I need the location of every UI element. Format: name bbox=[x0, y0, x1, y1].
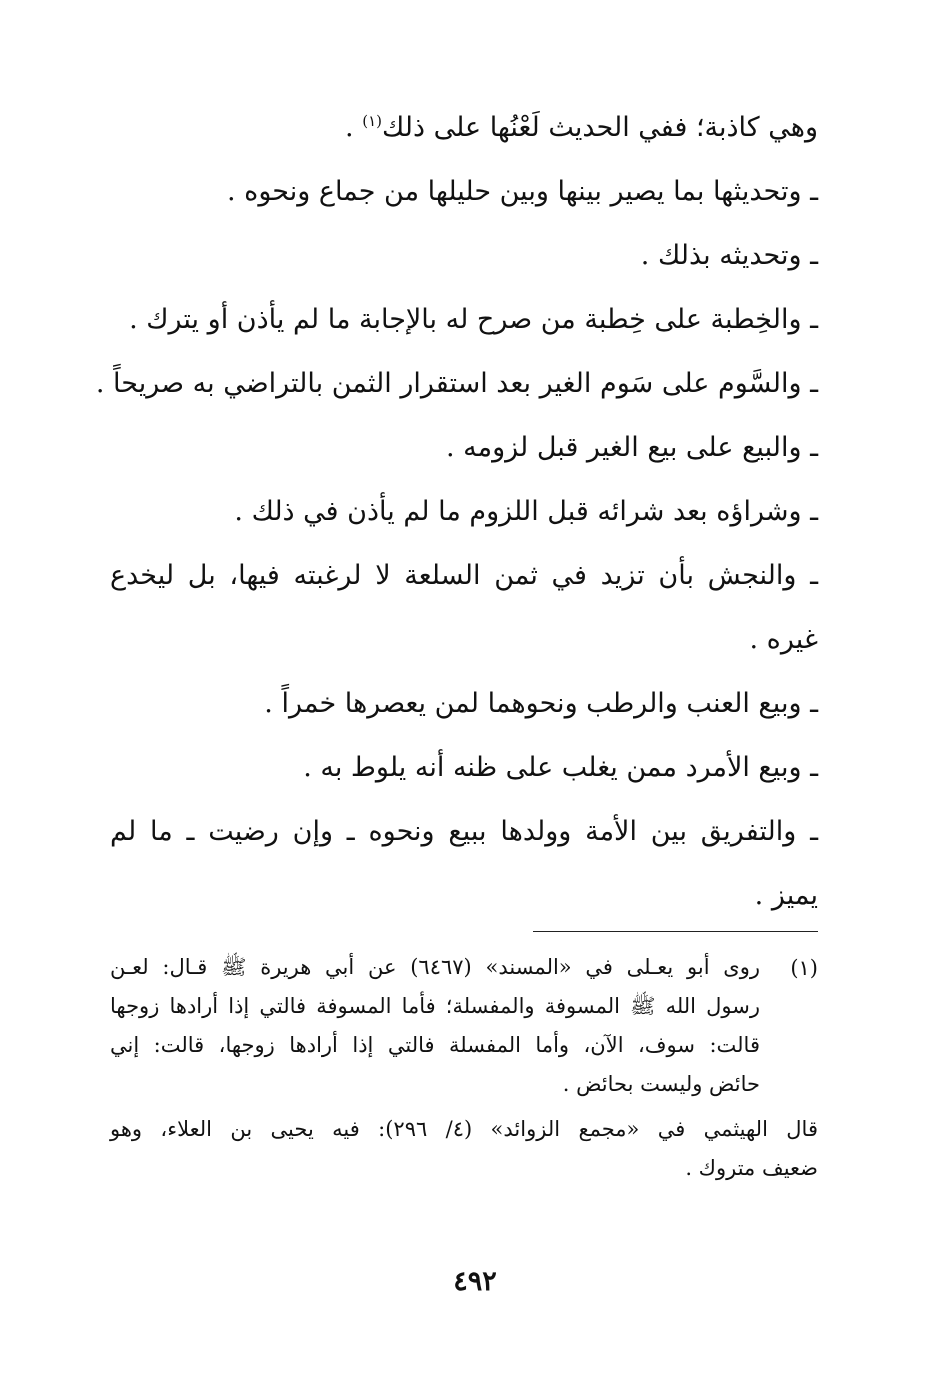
footnote-line: روى أبو يعـلى في «المسند» (٦٤٦٧) عن أبي هريرة ﷺ قـال: لعـن bbox=[110, 955, 761, 979]
footnote-line: قالت: سوف، الآن، وأما المفسلة فالتي إذا أرادها زوجها، قالت: إني bbox=[110, 1033, 760, 1057]
list-item: ـ والتفريق بين الأمة وولدها ببيع ونحوه ـ وإن رضيت ـ ما لم bbox=[110, 816, 818, 847]
list-item: ـ والبيع على بيع الغير قبل لزومه . bbox=[446, 432, 818, 463]
text-line: وهي كاذبة؛ ففي الحديث لَعْنُها على ذلك$^{(١)}$ . bbox=[345, 112, 818, 143]
list-item: ـ والنجش بأن تزيد في ثمن السلعة لا لرغبته فيها، بل ليخدع bbox=[110, 560, 818, 591]
list-item: ـ وشراؤه بعد شرائه قبل اللزوم ما لم يأذن في ذلك . bbox=[234, 496, 818, 527]
footnote-divider bbox=[533, 931, 818, 932]
list-item: ـ وبيع الأمرد ممن يغلب على ظنه أنه يلوط به . bbox=[303, 752, 818, 783]
list-item: ـ وتحديثه بذلك . bbox=[640, 240, 818, 271]
list-item: ـ والخِطبة على خِطبة من صرح له بالإجابة ما لم يأذن أو يترك . bbox=[129, 304, 818, 335]
list-item: ـ وتحديثها بما يصير بينها وبين حليلها من جماع ونحوه . bbox=[227, 176, 818, 207]
footnote-number: (١) bbox=[790, 956, 818, 980]
footnote-line: حائض وليست بحائض . bbox=[562, 1072, 760, 1096]
footnote-line: رسول الله ﷺ المسوفة والمفسلة؛ فأما المسوفة فالتي إذا أرادها زوجها bbox=[110, 994, 760, 1018]
list-item: ـ وبيع العنب والرطب ونحوهما لمن يعصرها خمراً . bbox=[264, 688, 818, 719]
footnotes bbox=[110, 948, 818, 1188]
footnote-line: ضعيف متروك . bbox=[685, 1156, 818, 1180]
footnote-body bbox=[110, 948, 760, 1104]
main-text bbox=[95, 96, 818, 928]
footnote-reference[interactable]: (١) bbox=[362, 112, 382, 130]
page-number: ٤٩٢ bbox=[453, 1266, 497, 1297]
list-item-continuation: غيره . bbox=[749, 624, 818, 655]
list-item-continuation: يميز . bbox=[754, 880, 818, 911]
footnote-line: قال الهيثمي في «مجمع الزوائد» (٤/ ٢٩٦): فيه يحيى بن العلاء، وهو bbox=[110, 1117, 818, 1141]
footnote-commentary bbox=[110, 1110, 818, 1188]
list-item: ـ والسَّوم على سَوم الغير بعد استقرار الثمن بالتراضي به صريحاً . bbox=[95, 368, 818, 399]
footnote bbox=[110, 948, 818, 1104]
